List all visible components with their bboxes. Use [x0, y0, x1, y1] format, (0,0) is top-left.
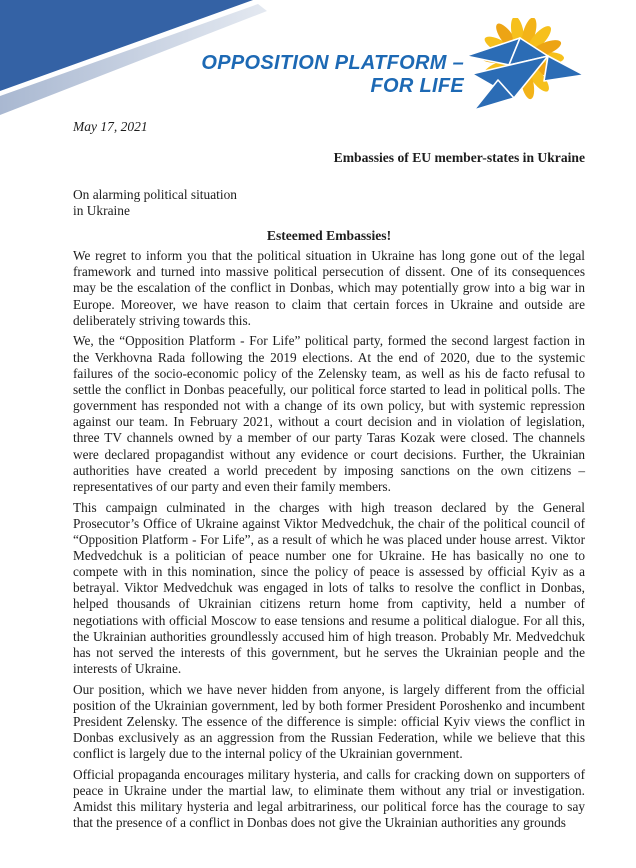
subject-line-1: On alarming political situation	[73, 187, 238, 202]
letter-paragraph-3: This campaign culminated in the charges with high treason declared by the General Prosecutor’s Office of Ukraine against Viktor Medvedchuk, the chair of the political council of “Opposition Platform - For Life”, as a result of which he was placed under house arrest. Viktor Medvedchuk is a politician of peace number one for Ukraine. He has basically no one to compete with in this nomination, since the policy of peace is assessed by official Kyiv as a betrayal. Viktor Medvedchuk was engaged in lots of talks to resolve the conflict in Donbas, helped thousands of Ukrainian citizens return home from captivity, held a number of negotiations with official Moscow to ease tensions and resume a political dialogue. For all this, the Ukrainian authorities groundlessly accused him of high treason. Probably Mr. Medvedchuk has not served the interests of this government, but he serves the Ukrainian people and the interests of Ukraine.	[73, 499, 585, 677]
subject-line-2: in Ukraine	[73, 203, 130, 219]
party-logo-line2: FOR LIFE	[370, 75, 464, 97]
letter-body	[73, 228, 585, 836]
letter-paragraph-4: Our position, which we have never hidden from anyone, is largely different from the official position of the Ukrainian government, led by both former President Poroshenko and incumbent President Zelensky. The essence of the difference is simple: official Kyiv views the conflict in Donbas exclusively as an aggression from the Russian Federation, while we believe that this conflict is largely due to the internal policy of the Ukrainian government.	[73, 681, 585, 762]
dove-icon	[466, 38, 584, 110]
letter-paragraph-1: We regret to inform you that the political situation in Ukraine has long gone out of the legal framework and turned into massive political persecution of dissent. One of its consequences may be the escalation of the conflict in Donbas, which may potentially grow into a big war in Europe. Moreover, we have reason to claim that certain forces in Ukraine and outside are deliberately striving towards this.	[73, 248, 585, 328]
subject-block	[73, 187, 237, 219]
recipient-line: Embassies of EU member-states in Ukraine	[333, 150, 585, 165]
date-line: May 17, 2021	[73, 119, 148, 134]
salutation: Esteemed Embassies!	[266, 228, 392, 243]
party-logo-line1: OPPOSITION PLATFORM –	[201, 52, 464, 74]
letter-paragraph-5: Official propaganda encourages military hysteria, and calls for cracking down on supporters of peace in Ukraine under the martial law, to eliminate them without any trial or investigation. Amidst this military hysteria and legal arbitrariness, our political force has the courage to say that the presence of a conflict in Donbas does not give the Ukrainian authorities any grounds	[73, 767, 585, 831]
letter-paragraph-2: We, the “Opposition Platform - For Life” political party, formed the second largest faction in the Verkhovna Rada following the 2019 elections. At the end of 2020, due to the systemic failures of the socio-economic policy of the Zelensky team, as well as his de facto refusal to settle the conflict in Donbas peacefully, our political force started to lead in political polls. The government has responded not with a change of its own policy, but with systemic repression against our team. In February 2021, without a court decision and in violation of legislation, three TV channels owned by a member of our party Taras Kozak were closed. The channels were declared propagandist without any evidence or court decisions. Further, the Ukrainian authorities have created a world precedent by imposing sanctions on the own citizens – representatives of our party and even their family members.	[73, 333, 585, 494]
party-emblem	[462, 18, 602, 123]
party-logo	[201, 52, 464, 98]
